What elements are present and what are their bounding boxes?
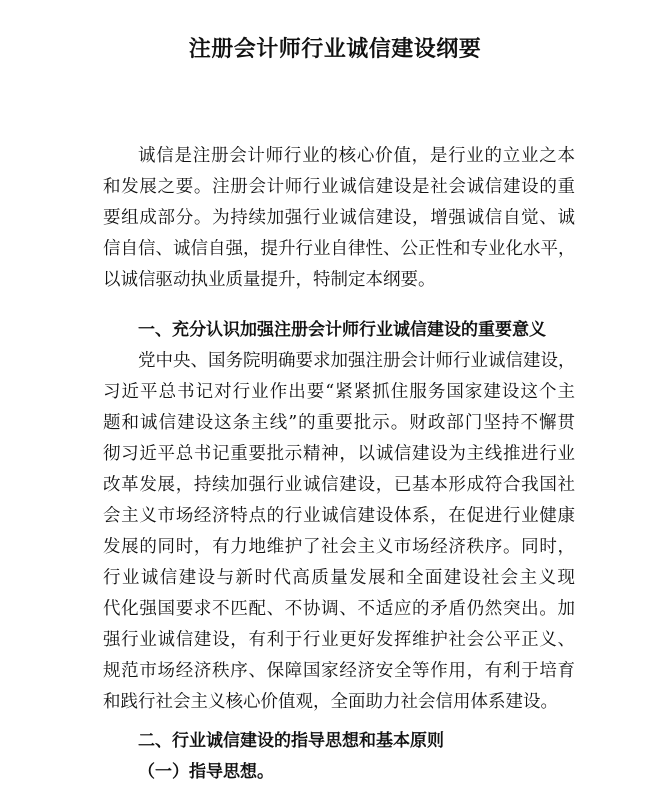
section-heading: 一、充分认识加强注册会计师行业诚信建设的重要意义 xyxy=(138,320,546,340)
paragraph-line: 会主义市场经济特点的行业诚信建设体系，在促进行业健康 xyxy=(103,506,575,526)
paragraph-line: 以诚信驱动执业质量提升，特制定本纲要。 xyxy=(103,270,436,290)
subsection-heading: （一）指导思想。 xyxy=(138,762,274,782)
paragraph-line: 强行业诚信建设，有利于行业更好发挥维护社会公平正义、 xyxy=(103,630,575,650)
paragraph-line: 发展的同时，有力地维护了社会主义市场经济秩序。同时， xyxy=(103,537,575,557)
paragraph-line: 规范市场经济秩序、保障国家经济安全等作用，有利于培育 xyxy=(103,661,575,681)
paragraph-line: 改革发展，持续加强行业诚信建设，已基本形成符合我国社 xyxy=(103,475,575,495)
paragraph-line: 要组成部分。为持续加强行业诚信建设，增强诚信自觉、诚 xyxy=(103,208,575,228)
section-heading: 二、行业诚信建设的指导思想和基本原则 xyxy=(138,731,444,751)
document-title: 注册会计师行业诚信建设纲要 xyxy=(188,37,482,62)
paragraph-line: 党中央、国务院明确要求加强注册会计师行业诚信建设， xyxy=(138,351,576,371)
paragraph-line: 习近平总书记对行业作出要“紧紧抓住服务国家建设这个主 xyxy=(103,382,575,402)
paragraph-line: 题和诚信建设这条主线”的重要批示。财政部门坚持不懈贯 xyxy=(103,413,575,433)
paragraph-line: 和发展之要。注册会计师行业诚信建设是社会诚信建设的重 xyxy=(103,177,575,197)
paragraph-line: 彻习近平总书记重要批示精神，以诚信建设为主线推进行业 xyxy=(103,444,575,464)
paragraph-line: 行业诚信建设与新时代高质量发展和全面建设社会主义现 xyxy=(103,568,575,588)
paragraph-line: 和践行社会主义核心价值观，全面助力社会信用体系建设。 xyxy=(103,692,558,712)
paragraph-line: 诚信是注册会计师行业的核心价值，是行业的立业之本 xyxy=(138,146,575,166)
paragraph-line: 信自信、诚信自强，提升行业自律性、公正性和专业化水平， xyxy=(103,239,576,259)
paragraph-line: 代化强国要求不匹配、不协调、不适应的矛盾仍然突出。加 xyxy=(103,599,575,619)
